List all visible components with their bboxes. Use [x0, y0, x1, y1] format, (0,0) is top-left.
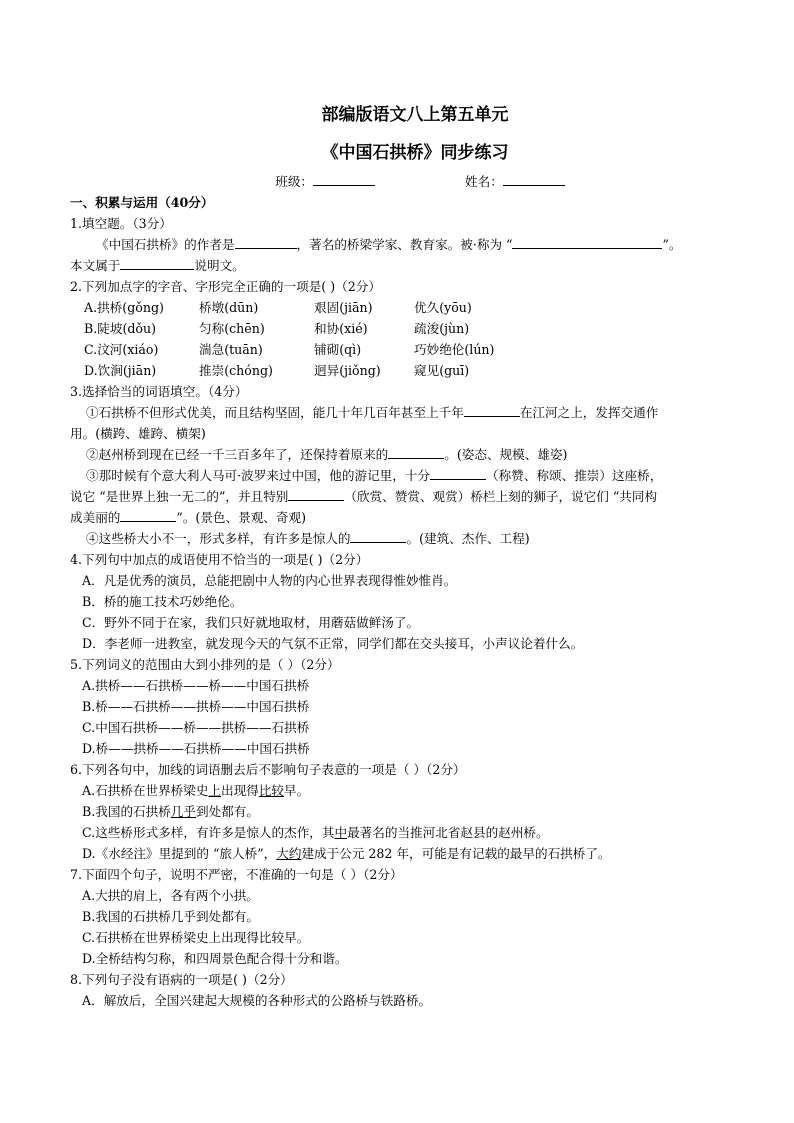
- q6-option-b: [70, 801, 730, 822]
- q1-blank-author: [235, 235, 297, 249]
- name-label: 姓名：: [465, 174, 503, 189]
- q3-s1-cont: 用。(横跨、雄跨、横架): [70, 426, 206, 441]
- q4-option-c: C．野外不同于在家，我们只好就地取材，用蘑菇做鲜汤了。: [82, 615, 420, 630]
- q6-a-mid: 出现得: [221, 783, 259, 798]
- class-label: 班级：: [275, 174, 313, 189]
- q6-c-post: 最著名的当推河北省赵县的赵州桥。: [347, 825, 549, 840]
- q7-option-c: C.石拱桥在世界桥梁史上出现得比较早。: [82, 930, 310, 945]
- q6-b-post: 到处都有。: [196, 804, 259, 819]
- q3-s3-d: （欣赏、赞赏、观赏）桥栏上刻的狮子，说它们 “共同构: [344, 489, 658, 504]
- q3-blank-1: [464, 403, 520, 417]
- q3-s3-end: [70, 507, 730, 528]
- q6-option-c: [70, 822, 730, 843]
- student-info: [70, 171, 730, 192]
- q6-c-pre: C.这些桥形式多样，有许多是惊人的杰作，其: [82, 825, 335, 840]
- q3-s3-c: 说它 “是世界上独一无二的”，并且特别: [70, 489, 289, 504]
- q3-stem: 3.选择恰当的词语填空。（4分）: [70, 384, 248, 399]
- q7-stem: 7.下面四个句子，说明不严密，不准确的一句是（ ）（2分）: [70, 867, 403, 882]
- q5-option-c: C.中国石拱桥——桥——拱桥——石拱桥: [82, 720, 310, 735]
- q2-option-b: [70, 318, 730, 339]
- q3-blank-2: [388, 445, 444, 459]
- q1-line1: [70, 234, 730, 255]
- q3-s1: [70, 402, 730, 423]
- q2-b-1: B.陡坡(dǒu): [84, 321, 157, 336]
- q6-option-a: [70, 780, 730, 801]
- q2-option-c: [70, 339, 730, 360]
- q1-text-e: 说明文。: [194, 258, 245, 273]
- q3-s1-b: 在江河之上，发挥交通作: [519, 405, 659, 420]
- q6-c-underlined: 中: [334, 825, 348, 840]
- q2-option-a: [70, 297, 730, 318]
- q2-d-2: 推崇(chóng): [199, 363, 273, 378]
- q3-blank-6: [350, 529, 406, 543]
- q2-b-2: 匀称(chēn): [199, 321, 265, 336]
- q3-s3: [70, 465, 730, 486]
- q3-s1-a: ①石拱桥不但形式优美，而且结构坚固，能几十年几百年甚至上千年: [86, 405, 464, 420]
- q3-s3-cont: [70, 486, 730, 507]
- q3-s3-e: 成美丽的: [70, 510, 121, 525]
- q4-stem: 4.下列句中加点的成语使用不恰当的一项是( )（2分）: [70, 552, 369, 567]
- q6-d-pre: D.《水经注》里提到的 “旅人桥”，: [82, 846, 277, 861]
- q3-s4-a: ④这些桥大小不一，形式多样，有许多是惊人的: [86, 531, 351, 546]
- q4-option-d: D．李老师一进教室，就发现今天的气氛不正常，同学们都在交头接耳，小声议论着什么。: [82, 636, 584, 651]
- q2-c-3: 铺砌(qì): [314, 342, 362, 357]
- q1-blank-title: [512, 235, 662, 249]
- class-field: [275, 171, 375, 192]
- q2-option-d: [70, 360, 730, 381]
- q7-option-b: B.我国的石拱桥几乎到处都有。: [82, 909, 259, 924]
- q5-option-d: D.桥——拱桥——石拱桥——中国石拱桥: [82, 741, 310, 756]
- q6-d-post: 建成于公元 282 年，可能是有记载的最早的石拱桥了。: [301, 846, 611, 861]
- q6-a-underlined-1: 上: [208, 783, 222, 798]
- q6-option-d: [70, 843, 730, 864]
- q2-d-4: 窥见(guī): [414, 363, 470, 378]
- q3-s3-b: （称赞、称颂、推崇）这座桥，: [486, 468, 663, 483]
- q2-a-2: 桥墩(dūn): [199, 300, 259, 315]
- worksheet-page: [70, 100, 730, 1011]
- q2-options: [70, 297, 730, 381]
- page-subtitle: 《中国石拱桥》同步练习: [321, 143, 509, 163]
- q2-a-1: A.拱桥(gǒng): [84, 300, 164, 315]
- q8-stem: 8.下列句子没有语病的一项是( )（2分）: [70, 972, 293, 987]
- name-blank: [503, 172, 565, 186]
- q3-blank-4: [288, 487, 344, 501]
- q3-s3-a: ③那时候有个意大利人马可·波罗来过中国，他的游记里，十分: [86, 468, 431, 483]
- q1-text-c: ”。: [662, 237, 682, 252]
- q2-c-1: C.汶河(xiáo): [84, 342, 159, 357]
- q6-a-pre: A.石拱桥在世界桥梁史: [82, 783, 209, 798]
- q3-blank-3: [430, 466, 486, 480]
- q2-b-4: 疏浚(jùn): [414, 321, 470, 336]
- q2-d-3: 迥异(jiǒng): [314, 363, 381, 378]
- q6-b-pre: B.我国的石拱桥: [82, 804, 171, 819]
- class-blank: [313, 172, 375, 186]
- q2-a-3: 艰固(jiān): [314, 300, 373, 315]
- q3-s2-b: 。(姿态、规模、雄姿): [444, 447, 568, 462]
- q3-blank-5: [120, 508, 176, 522]
- q4-option-a: A．凡是优秀的演员，总能把剧中人物的内心世界表现得惟妙惟肖。: [82, 573, 457, 588]
- q1-line2: [70, 255, 730, 276]
- q1-text-d: 本文属于: [70, 258, 121, 273]
- q1-text-a: 《中国石拱桥》的作者是: [96, 237, 235, 252]
- q2-b-3: 和协(xié): [314, 321, 368, 336]
- q2-c-2: 湍急(tuān): [199, 342, 263, 357]
- q6-b-underlined: 几乎: [170, 804, 197, 819]
- q6-d-underlined: 大约: [276, 846, 302, 861]
- q1-stem: 1.填空题。（3分）: [70, 216, 172, 231]
- q3-s2: [70, 444, 730, 465]
- q2-c-4: 巧妙绝伦(lún): [414, 342, 495, 357]
- q3-s4-b: 。(建筑、杰作、工程): [406, 531, 530, 546]
- q5-option-a: A.拱桥——石拱桥——桥——中国石拱桥: [82, 678, 310, 693]
- q6-a-post: 早。: [284, 783, 310, 798]
- q2-a-4: 优久(yōu): [414, 300, 472, 315]
- q3-s2-a: ②赵州桥到现在已经一千三百多年了，还保持着原来的: [86, 447, 389, 462]
- q1-text-b: ，著名的桥梁学家、教育家。被·称为 “: [296, 237, 513, 252]
- q8-option-a: A．解放后，全国兴建起大规模的各种形式的公路桥与铁路桥。: [82, 993, 432, 1008]
- q3-s4: [70, 528, 730, 549]
- q2-d-1: D.饮涧(jiān): [84, 363, 157, 378]
- q1-blank-type: [120, 256, 194, 270]
- q3-s3-f: ”。(景色、景观、奇观): [176, 510, 306, 525]
- q5-stem: 5.下列词义的范围由大到小排列的是（ ）（2分）: [70, 657, 340, 672]
- q4-option-b: B．桥的施工技术巧妙绝伦。: [82, 594, 243, 609]
- name-field: [465, 171, 565, 192]
- page-title: 部编版语文八上第五单元: [321, 105, 509, 125]
- q6-a-underlined-2: 比较: [258, 783, 285, 798]
- q5-option-b: B.桥——石拱桥——拱桥——中国石拱桥: [82, 699, 310, 714]
- q7-option-d: D.全桥结构匀称，和四周景色配合得十分和谐。: [82, 951, 348, 966]
- q7-option-a: A.大拱的肩上，各有两个小拱。: [82, 888, 259, 903]
- q2-stem: 2.下列加点字的字音、字形完全正确的一项是( )（2分）: [70, 279, 381, 294]
- section-heading: 一、积累与运用（40分）: [70, 195, 214, 210]
- q6-stem: 6.下列各句中，加线的词语删去后不影响句子表意的一项是（ ）（2分）: [70, 762, 466, 777]
